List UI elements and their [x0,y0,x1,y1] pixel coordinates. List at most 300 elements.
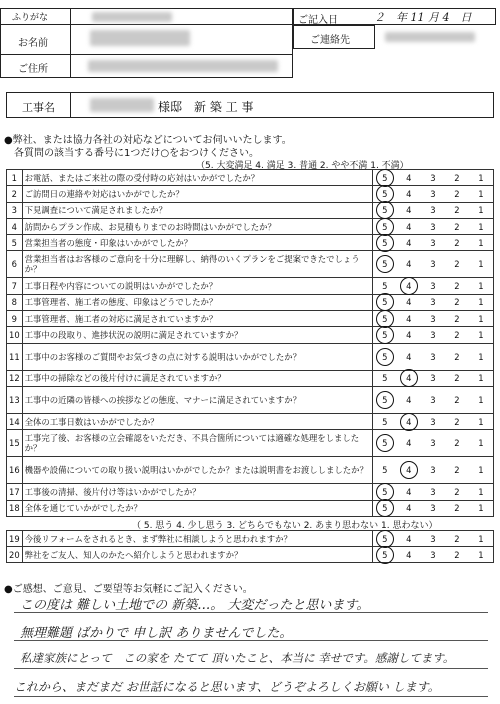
selected-circle [376,169,394,187]
selected-circle [376,185,394,203]
question-table [6,169,494,517]
question-text: 工事中の掃除などの後片付けに満足されていますか？ [22,370,372,386]
score-label: 5 [382,313,388,324]
selected-circle [376,293,394,311]
score-option-5[interactable] [372,370,397,386]
score-option-2[interactable] [445,500,469,516]
selected-circle [400,277,418,295]
selected-circle [376,310,394,328]
score-option-2[interactable] [445,484,469,500]
question-row [7,430,494,457]
question-number: 19 [7,531,23,547]
furigana-divider [0,24,293,25]
score-label: 3 [430,416,436,427]
score-label: 1 [478,533,484,544]
score-label: 1 [478,172,484,183]
score-option-4[interactable] [397,531,421,547]
furigana-label: ふりがな [12,13,49,23]
score-option-1[interactable] [469,170,494,186]
score-label: 1 [478,503,484,514]
score-label: 3 [430,549,436,560]
score-option-3[interactable] [421,278,445,294]
question-number: 18 [7,500,23,516]
score-label: 5 [382,465,388,476]
question-row [7,484,494,500]
intro-line-2: 各質問の該当する番号に1つだけ○をおつけください。 [14,148,259,159]
score-label: 4 [406,465,412,476]
score-option-5[interactable] [372,294,397,310]
score-option-1[interactable] [469,186,494,202]
selected-circle [376,326,394,344]
score-option-2[interactable] [445,202,469,218]
score-label: 4 [406,549,412,560]
score-option-5[interactable] [372,457,397,484]
score-label: 4 [406,416,412,427]
score-option-5[interactable] [372,235,397,251]
question-number: 6 [7,251,23,278]
question-row [7,500,494,516]
score-option-4[interactable] [397,327,421,343]
question-number: 11 [7,343,23,370]
question-number: 20 [7,547,23,563]
score-label: 4 [406,438,412,449]
question-text: ご訪問日の連絡や対応はいかがでしたか？ [22,186,372,202]
score-label: 2 [454,172,460,183]
score-option-1[interactable] [469,430,494,457]
question-text: 営業担当者はお客様のご意向を十分に理解し、納得のいくプランをご提案できたでしょうか？ [22,251,372,278]
score-option-2[interactable] [445,218,469,234]
score-option-4[interactable] [397,386,421,413]
score-option-4[interactable] [397,370,421,386]
score-option-2[interactable] [445,343,469,370]
score-option-5[interactable] [372,430,397,457]
score-option-5[interactable] [372,386,397,413]
question-row [7,531,494,547]
question-text: 今後リフォームをされるとき、まず弊社に相談しようと思われますか？ [22,531,372,547]
score-option-2[interactable] [445,386,469,413]
question-row [7,547,494,563]
score-label: 1 [478,237,484,248]
score-option-1[interactable] [469,202,494,218]
score-label: 4 [406,188,412,199]
comment-line-4: これから、まだまだ お世話になると思います、どうぞよろしくお願い します。 [14,680,440,694]
score-option-2[interactable] [445,170,469,186]
score-label: 1 [478,373,484,384]
score-option-5[interactable] [372,202,397,218]
score-label: 5 [382,549,388,560]
score-label: 5 [382,503,388,514]
score-label: 3 [430,259,436,270]
redacted-project-name [90,98,154,112]
score-label: 3 [430,297,436,308]
score-label: 5 [382,486,388,497]
question-number: 7 [7,278,23,294]
score-label: 1 [478,281,484,292]
score-label: 2 [454,394,460,405]
score-label: 1 [478,351,484,362]
score-option-3[interactable] [421,500,445,516]
question-row [7,413,494,429]
question-number: 14 [7,413,23,429]
question-row [7,251,494,278]
comment-line-3: 私達家族にとって この家を たてて 頂いたこと、本当に 幸せです。感謝してます。 [20,651,455,665]
score-label: 3 [430,205,436,216]
score-option-4[interactable] [397,218,421,234]
score-label: 5 [382,281,388,292]
score-option-2[interactable] [445,278,469,294]
question-row [7,386,494,413]
score-option-4[interactable] [397,186,421,202]
score-option-3[interactable] [421,370,445,386]
score-label: 4 [406,281,412,292]
score-label: 3 [430,486,436,497]
selected-circle [400,413,418,431]
score-label: 3 [430,313,436,324]
name-divider [0,54,293,55]
selected-circle [376,499,394,517]
score-option-4[interactable] [397,170,421,186]
comment-line-2: 無理難題 ばかりで 申し訳 ありませんでした。 [20,626,293,641]
score-option-1[interactable] [469,500,494,516]
score-option-2[interactable] [445,370,469,386]
question-number: 16 [7,457,23,484]
score-label: 1 [478,465,484,476]
score-option-1[interactable] [469,484,494,500]
score-label: 2 [454,237,460,248]
score-label: 5 [382,297,388,308]
question-text: 工事管理者、施工者の態度、印象はどうでしたか？ [22,294,372,310]
comment-line-1: この度は 難しい土地での 新築…。 大変だったと思います。 [20,598,370,613]
score-label: 4 [406,330,412,341]
score-option-5[interactable] [372,186,397,202]
score-label: 2 [454,533,460,544]
score-option-3[interactable] [421,327,445,343]
comments-heading: ●ご感想、ご意見、ご要望等お気軽にご記入ください。 [4,584,253,595]
score-option-2[interactable] [445,413,469,429]
question-text: 工事日程や内容についての説明はいかがでしたか？ [22,278,372,294]
score-option-3[interactable] [421,547,445,563]
score-label: 1 [478,188,484,199]
score-option-5[interactable] [372,547,397,563]
score-label: 5 [382,221,388,232]
score-label: 5 [382,351,388,362]
score-option-1[interactable] [469,457,494,484]
scale-legend-1: （5. 大変満足 4. 満足 3. 普通 2. やや不満 1. 不満） [196,161,409,171]
score-label: 4 [406,259,412,270]
score-option-4[interactable] [397,413,421,429]
score-label: 3 [430,281,436,292]
score-label: 1 [478,486,484,497]
score-option-3[interactable] [421,457,445,484]
score-label: 2 [454,188,460,199]
score-option-2[interactable] [445,430,469,457]
question-row [7,202,494,218]
score-label: 2 [454,281,460,292]
score-label: 5 [382,237,388,248]
score-option-1[interactable] [469,235,494,251]
score-option-3[interactable] [421,484,445,500]
project-label-divider [70,92,71,118]
question-row [7,186,494,202]
score-label: 3 [430,188,436,199]
score-label: 2 [454,465,460,476]
score-option-4[interactable] [397,547,421,563]
score-label: 2 [454,438,460,449]
score-option-4[interactable] [397,430,421,457]
score-option-3[interactable] [421,343,445,370]
score-label: 2 [454,549,460,560]
question-row [7,311,494,327]
score-option-2[interactable] [445,235,469,251]
selected-circle [376,483,394,501]
score-label: 1 [478,205,484,216]
score-label: 2 [454,297,460,308]
score-label: 2 [454,373,460,384]
score-option-1[interactable] [469,278,494,294]
scale-legend-2: （ 5. 思う 4. 少し思う 3. どちらでもない 2. あまり思わない 1. 思わない） [132,521,438,531]
question-text: 下見調査について満足されましたか？ [22,202,372,218]
score-option-1[interactable] [469,531,494,547]
selected-circle [376,255,394,273]
selected-circle [376,218,394,236]
question-row [7,235,494,251]
redacted-furigana [92,12,172,22]
score-option-4[interactable] [397,500,421,516]
score-option-5[interactable] [372,500,397,516]
score-label: 4 [406,237,412,248]
score-label: 2 [454,416,460,427]
redacted-name [90,30,190,46]
score-label: 5 [382,416,388,427]
score-label: 2 [454,486,460,497]
score-option-3[interactable] [421,294,445,310]
score-label: 4 [406,503,412,514]
score-option-1[interactable] [469,547,494,563]
question-row [7,370,494,386]
project-name: 様邸 新 築 工 事 [158,100,254,114]
question-row [7,294,494,310]
score-option-4[interactable] [397,251,421,278]
score-label: 4 [406,373,412,384]
question-number: 4 [7,218,23,234]
score-label: 4 [406,533,412,544]
score-option-1[interactable] [469,370,494,386]
score-label: 1 [478,259,484,270]
score-label: 2 [454,351,460,362]
question-number: 3 [7,202,23,218]
redacted-contact [385,32,475,42]
comment-rule [14,668,488,669]
question-text: 工事管理者、施工者の対応に満足されていますか？ [22,311,372,327]
score-option-3[interactable] [421,218,445,234]
score-label: 4 [406,351,412,362]
score-label: 3 [430,351,436,362]
score-label: 4 [406,486,412,497]
score-option-1[interactable] [469,386,494,413]
score-option-4[interactable] [397,343,421,370]
score-label: 5 [382,188,388,199]
score-option-1[interactable] [469,311,494,327]
score-option-5[interactable] [372,327,397,343]
score-option-2[interactable] [445,311,469,327]
question-number: 9 [7,311,23,327]
question-row [7,170,494,186]
question-row [7,327,494,343]
score-option-2[interactable] [445,547,469,563]
score-option-3[interactable] [421,386,445,413]
score-option-2[interactable] [445,251,469,278]
score-label: 5 [382,394,388,405]
question-text: お電話、またはご来社の際の受付時の応対はいかがでしたか？ [22,170,372,186]
score-option-3[interactable] [421,430,445,457]
score-option-4[interactable] [397,235,421,251]
score-label: 3 [430,533,436,544]
redacted-address [88,60,278,72]
score-label: 1 [478,330,484,341]
score-option-1[interactable] [469,218,494,234]
score-option-3[interactable] [421,235,445,251]
question-row [7,457,494,484]
score-option-2[interactable] [445,186,469,202]
score-label: 2 [454,205,460,216]
score-label: 3 [430,172,436,183]
score-label: 4 [406,205,412,216]
score-option-3[interactable] [421,202,445,218]
intro-line-1: ●弊社、または協力各社の対応などについてお伺いいたします。 [4,135,292,146]
score-option-2[interactable] [445,327,469,343]
question-number: 1 [7,170,23,186]
score-option-1[interactable] [469,294,494,310]
question-table-2 [6,530,494,563]
score-label: 2 [454,259,460,270]
score-label: 1 [478,438,484,449]
question-text: 工事中の段取り、進捗状況の説明に満足されていますか？ [22,327,372,343]
address-label: ご住所 [18,64,48,75]
question-number: 12 [7,370,23,386]
score-label: 3 [430,438,436,449]
score-label: 3 [430,221,436,232]
selected-circle [376,201,394,219]
question-text: 工事中のお客様のご質問やお気づきの点に対する説明はいかがでしたか？ [22,343,372,370]
score-label: 5 [382,259,388,270]
question-text: 工事後の清掃、後片付け等はいかがでしたか？ [22,484,372,500]
score-option-5[interactable] [372,343,397,370]
score-option-4[interactable] [397,202,421,218]
score-option-1[interactable] [469,251,494,278]
score-option-4[interactable] [397,294,421,310]
question-text: 機器や設備についての取り扱い説明はいかがでしたか？または説明書をお渡ししましたか？ [22,457,372,484]
question-number: 13 [7,386,23,413]
score-option-3[interactable] [421,531,445,547]
question-text: 工事中の近隣の皆様への挨拶などの態度、マナーに満足されていますか？ [22,386,372,413]
selected-circle [400,461,418,479]
score-label: 4 [406,297,412,308]
selected-circle [376,530,394,548]
question-row [7,218,494,234]
score-label: 1 [478,221,484,232]
score-label: 4 [406,172,412,183]
score-label: 1 [478,394,484,405]
question-number: 15 [7,430,23,457]
score-label: 5 [382,373,388,384]
question-row [7,278,494,294]
selected-circle [376,234,394,252]
score-option-4[interactable] [397,484,421,500]
score-option-5[interactable] [372,531,397,547]
question-number: 2 [7,186,23,202]
score-label: 4 [406,313,412,324]
date-label: ご記入日 [298,15,338,26]
score-label: 5 [382,330,388,341]
score-option-4[interactable] [397,278,421,294]
score-label: 2 [454,221,460,232]
score-label: 2 [454,330,460,341]
question-number: 8 [7,294,23,310]
question-row [7,343,494,370]
question-text: 工事完了後、お客様の立会確認をいただき、不具合箇所については適確な処理をしましたか？ [22,430,372,457]
score-label: 5 [382,438,388,449]
score-option-3[interactable] [421,170,445,186]
score-option-5[interactable] [372,170,397,186]
score-option-5[interactable] [372,218,397,234]
score-option-3[interactable] [421,311,445,327]
question-text: 弊社をご友人、知人のかたへ紹介しようと思われますか？ [22,547,372,563]
score-option-3[interactable] [421,186,445,202]
score-label: 3 [430,237,436,248]
score-option-2[interactable] [445,457,469,484]
score-option-3[interactable] [421,413,445,429]
score-option-2[interactable] [445,531,469,547]
score-label: 3 [430,503,436,514]
question-text: 全体の工事日数はいかがでしたか？ [22,413,372,429]
score-option-1[interactable] [469,343,494,370]
score-option-1[interactable] [469,327,494,343]
score-label: 1 [478,297,484,308]
label-column-divider [70,8,71,78]
score-label: 5 [382,205,388,216]
question-number: 10 [7,327,23,343]
score-option-1[interactable] [469,413,494,429]
score-option-5[interactable] [372,278,397,294]
score-label: 5 [382,172,388,183]
selected-circle [376,391,394,409]
score-option-4[interactable] [397,457,421,484]
score-label: 4 [406,221,412,232]
score-option-5[interactable] [372,251,397,278]
score-label: 3 [430,373,436,384]
score-option-5[interactable] [372,311,397,327]
question-text: 訪問からプラン作成、お見積もりまでのお時間はいかがでしたか？ [22,218,372,234]
project-label: 工事名 [22,101,55,114]
score-option-3[interactable] [421,251,445,278]
score-label: 1 [478,549,484,560]
selected-circle [400,369,418,387]
score-option-5[interactable] [372,484,397,500]
score-option-4[interactable] [397,311,421,327]
question-number: 17 [7,484,23,500]
score-option-2[interactable] [445,294,469,310]
score-label: 1 [478,416,484,427]
date-value: ２ 年 11 月 4 日 [374,11,472,24]
score-label: 3 [430,330,436,341]
score-label: 2 [454,503,460,514]
question-text: 営業担当者の態度・印象はいかがでしたか？ [22,235,372,251]
score-label: 4 [406,394,412,405]
selected-circle [376,348,394,366]
name-label: お名前 [18,38,48,49]
score-label: 3 [430,394,436,405]
score-option-5[interactable] [372,413,397,429]
